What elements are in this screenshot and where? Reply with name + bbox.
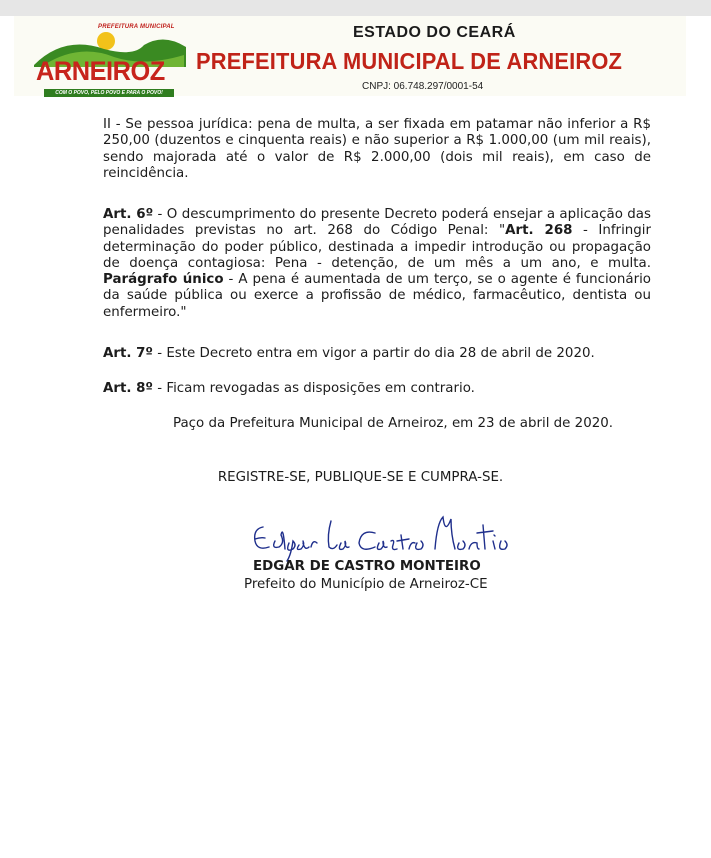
arneiroz-logo	[34, 24, 186, 100]
art7-label: Art. 7º	[103, 346, 153, 361]
cnpj-text: CNPJ: 06.748.297/0001-54	[362, 81, 484, 92]
item-ii-paragraph: II - Se pessoa jurídica: pena de multa, a ser fixada em patamar não inferior a R$ 250,00 (duzentos e cinquenta reais) e não superior a R$ 1.000,00 (um mil reais), sendo majorada até o valor de R$ 2.000,00 (dois mil reais), em caso de reincidência.	[103, 117, 651, 181]
art7-paragraph	[103, 346, 651, 362]
logo-top-text: PREFEITURA MUNICIPAL	[98, 24, 175, 30]
art8-paragraph	[103, 381, 651, 397]
prefeitura-heading: PREFEITURA MUNICIPAL DE ARNEIROZ	[196, 48, 623, 74]
closing-paragraph: Paço da Prefeitura Municipal de Arneiroz, em 23 de abril de 2020.	[173, 416, 614, 431]
letterhead	[14, 16, 686, 96]
art6-text: - O descumprimento do presente Decreto poderá ensejar a aplicação das penalidades previstas no art. 268 do Código Penal: "	[103, 207, 651, 239]
top-strip	[0, 0, 711, 16]
art268-label: Art. 268	[505, 223, 573, 239]
art6-paragraph	[103, 207, 651, 321]
logo-wordmark: ARNEIROZ	[36, 56, 165, 86]
art268-text: - Infringir determinação do poder público, destinada a impedir introdução ou propagação de doença contagiosa: Pena - detenção, de um mês a um ano, e multa.	[103, 223, 651, 271]
register-line: REGISTRE-SE, PUBLIQUE-SE E CUMPRA-SE.	[217, 470, 504, 485]
paragrafo-unico-text: - A pena é aumentada de um terço, se o agente é funcionário da saúde pública ou exerce a profissão de médico, farmacêutico, dentista ou enfermeiro."	[103, 272, 651, 320]
signatory-name: EDGAR DE CASTRO MONTEIRO	[253, 559, 481, 574]
signatory-role: Prefeito do Município de Arneiroz-CE	[244, 577, 488, 592]
logo-slogan: COM O POVO, PELO POVO E PARA O POVO!	[44, 89, 174, 97]
art7-text: - Este Decreto entra em vigor a partir do dia 28 de abril de 2020.	[153, 346, 595, 361]
state-heading: ESTADO DO CEARÁ	[353, 24, 516, 41]
art6-label: Art. 6º	[103, 207, 154, 222]
handwritten-signature	[245, 505, 525, 565]
art8-text: - Ficam revogadas as disposições em contrario.	[153, 381, 475, 396]
paragrafo-unico-label: Parágrafo único	[103, 272, 224, 288]
art8-label: Art. 8º	[103, 381, 153, 396]
